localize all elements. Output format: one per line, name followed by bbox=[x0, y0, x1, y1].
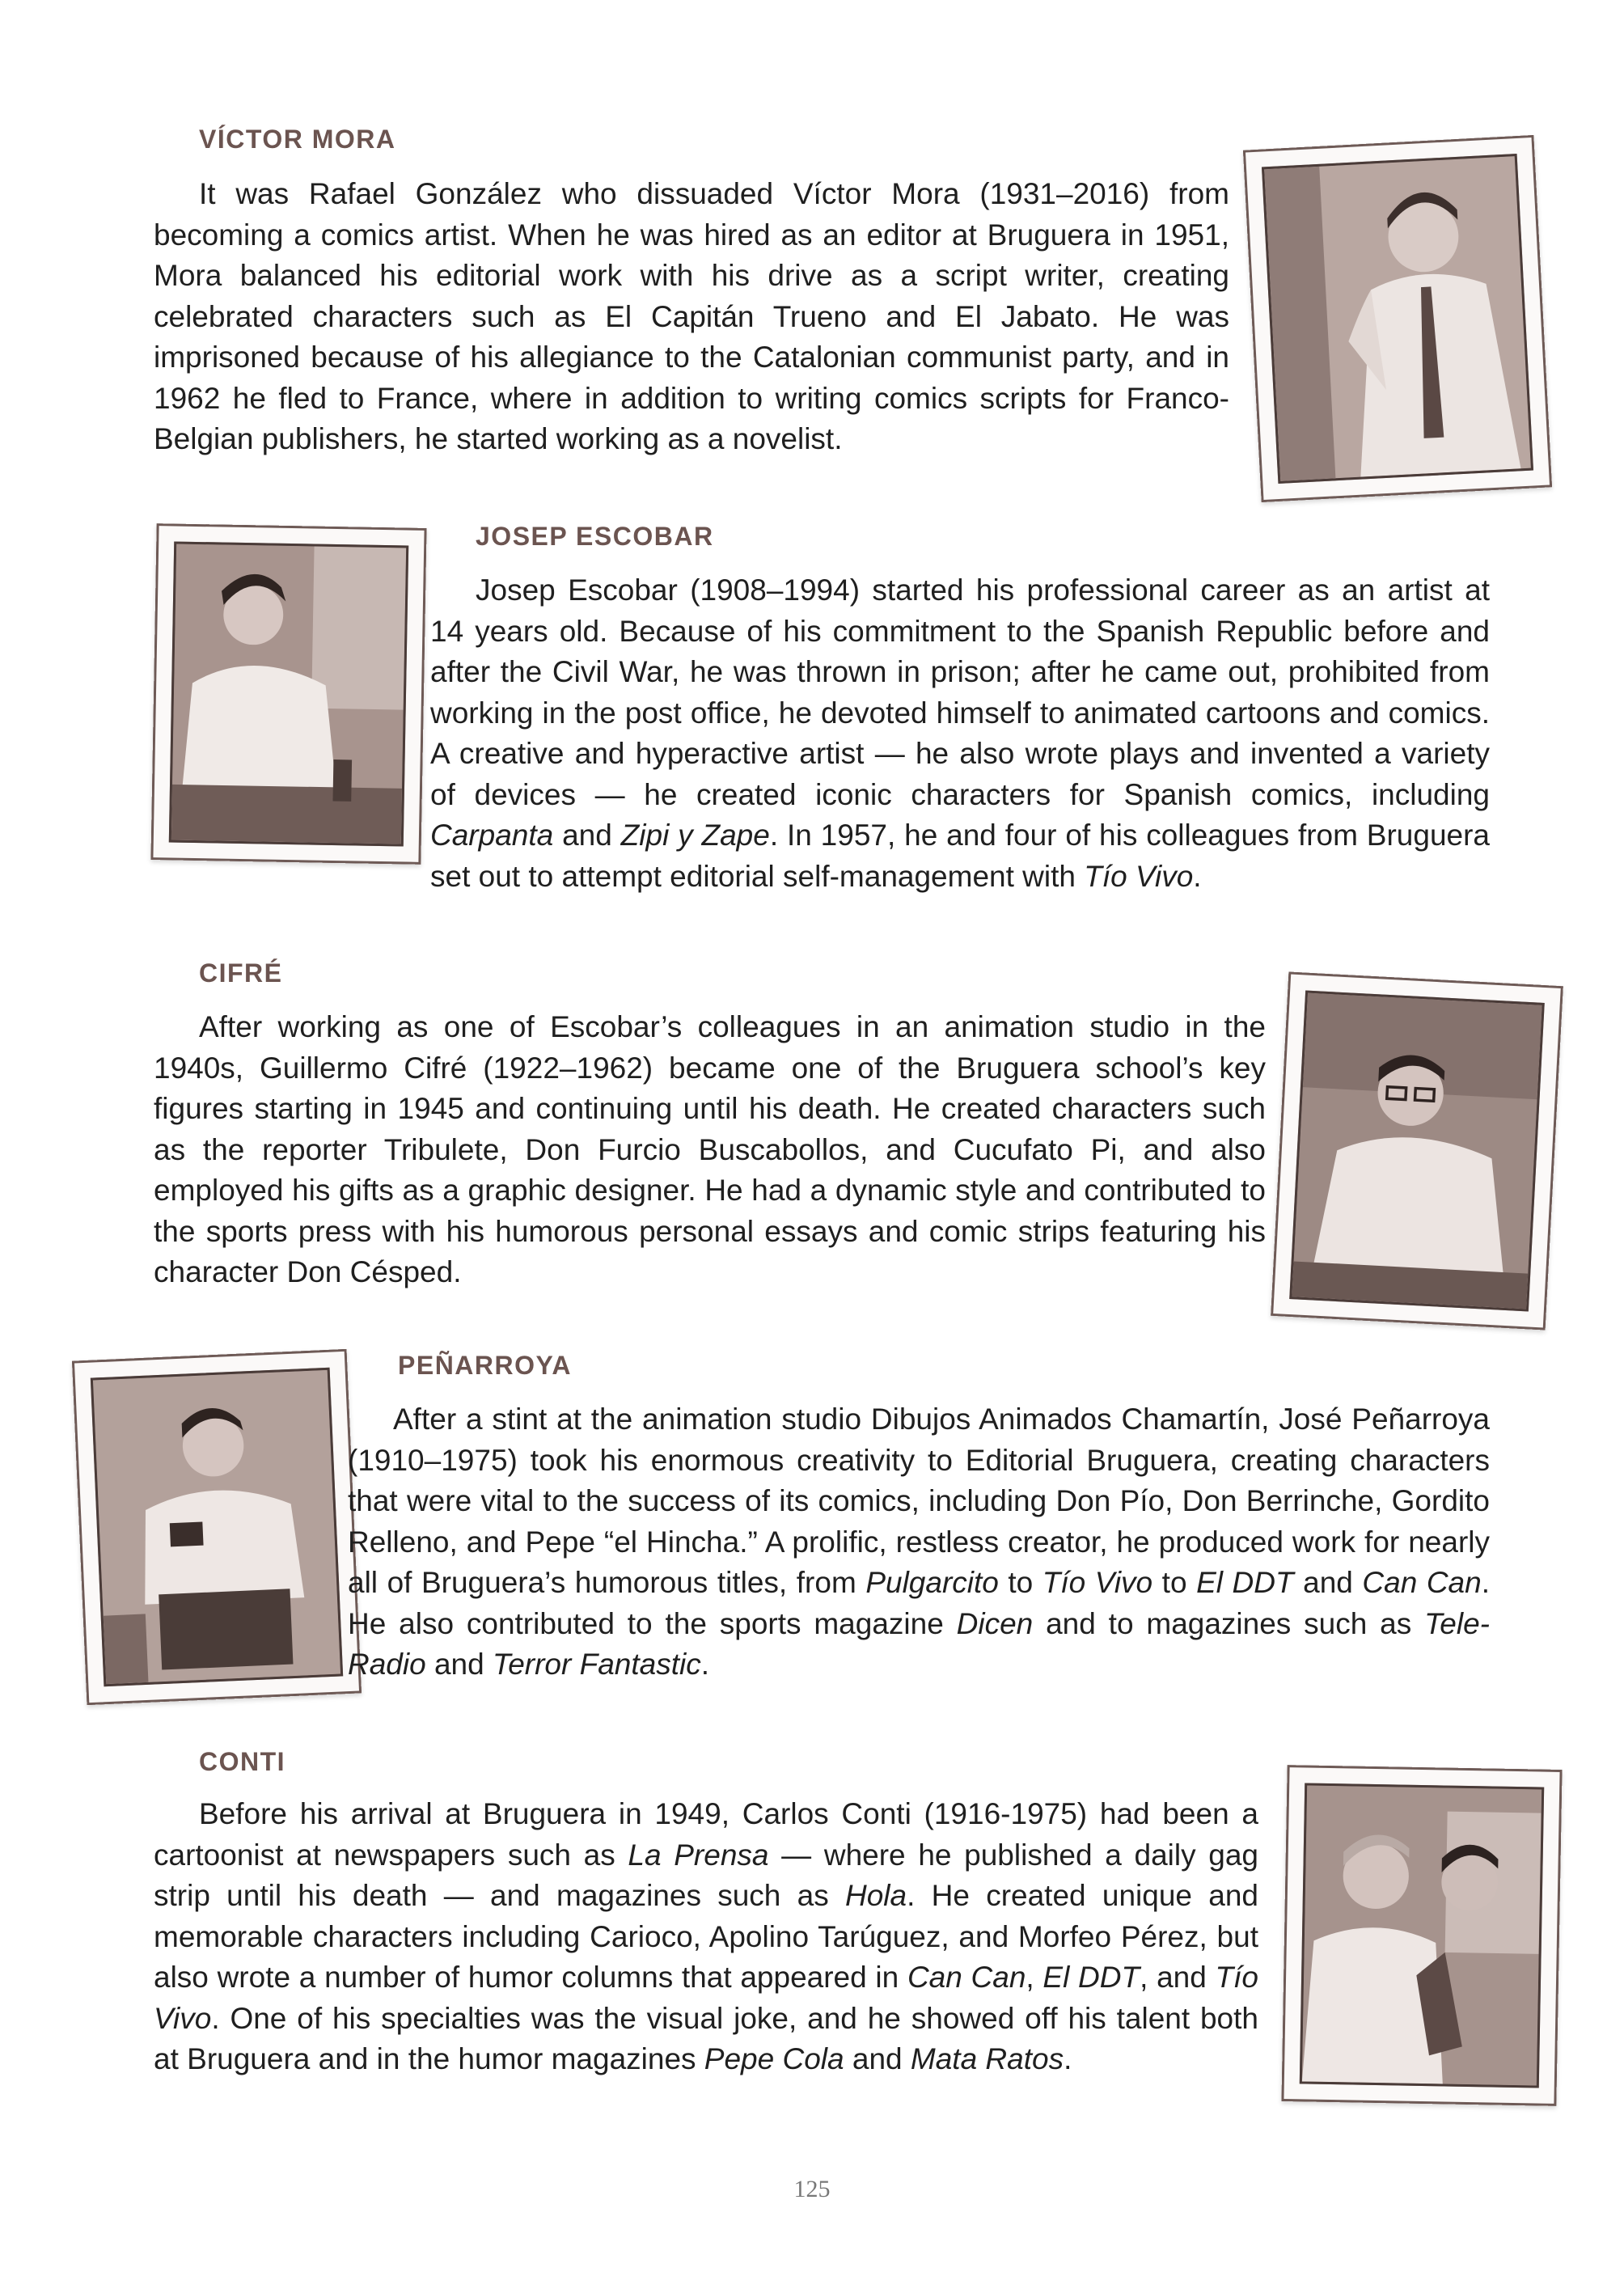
section-text-cifre: After working as one of Escobar’s colleagues in an animation studio in the 1940s, Guillermo Cifré (1922–1962) became one of the Bruguera school’s key figures starting in 1945 and continuing until his death. He created characters such as the reporter Tribulete, Don Furcio Buscabollos, and Cucufato Pi, and also employed his gifts as a graphic designer. He had a dynamic style and contributed to the sports press with his humorous personal essays and comic strips featuring his character Don Césped. bbox=[154, 1010, 1266, 1288]
section-text-victor-mora: It was Rafael González who dissuaded Víctor Mora (1931–2016) from becoming a comics artist. When he was hired as an editor at Bruguera in 1951, Mora balanced his editorial work with his drive as a script writer, creating celebrated characters such as El Capitán Trueno and El Jabato. He was imprisoned because of his allegiance to the Catalonian communist party, and in 1962 he fled to France, where in addition to writing comics scripts for Franco-Belgian publishers, he started working as a novelist. bbox=[154, 177, 1229, 455]
portrait-josep-escobar bbox=[150, 523, 426, 865]
portrait-conti bbox=[1281, 1765, 1562, 2106]
portrait-victor-mora bbox=[1243, 135, 1552, 502]
section-text-penarroya: After a stint at the animation studio Dibujos Animados Chamartín, José Peñarroya (1910–1975) took his enormous creativity to Editorial Bruguera, creating characters that were vital to the success of its comics, including Don Pío, Don Berrinche, Gordito Relleno, and Pepe “el Hincha.” A prolific, restless creator, he produced work for nearly all of Bruguera’s humorous titles, from Pulgarcito to Tío Vivo to El DDT and Can Can. He also contributed to the sports magazine Dicen and to magazines such as Tele-Radio and Terror Fantastic. bbox=[348, 1402, 1490, 1681]
section-text-conti: Before his arrival at Bruguera in 1949, Carlos Conti (1916-1975) had been a cartoonist at newspapers such as La Prensa — where he published a daily gag strip until his death — and magazines such as Hola. He created unique and memorable characters including Carioco, Apolino Tarúguez, and Morfeo Pérez, but also wrote a number of humor columns that appeared in Can Can, El DDT, and Tío Vivo. One of his specialties was the visual joke, and he showed off his talent both at Bruguera and in the humor magazines Pepe Cola and Mata Ratos. bbox=[154, 1797, 1259, 2075]
section-heading-victor-mora: VÍCTOR MORA bbox=[199, 125, 396, 154]
section-heading-josep-escobar: JOSEP ESCOBAR bbox=[476, 522, 714, 551]
page-number: 125 bbox=[793, 2176, 831, 2202]
section-text-josep-escobar: Josep Escobar (1908–1994) started his professional career as an artist at 14 years old. Because of his commitment to the Spanish Republic before and after the Civil War, he was thrown in prison; after he came out, prohibited from working in the post office, he devoted himself to animated cartoons and comics. A creative and hyperactive artist — he also wrote plays and invented a variety of devices — he created iconic characters for Spanish comics, including Carpanta and Zipi y Zape. In 1957, he and four of his colleagues from Bruguera set out to attempt editorial self-management with Tío Vivo. bbox=[430, 573, 1491, 893]
section-heading-cifre: CIFRÉ bbox=[199, 958, 283, 988]
section-heading-penarroya: PEÑARROYA bbox=[398, 1351, 573, 1380]
portrait-penarroya bbox=[72, 1349, 362, 1705]
section-heading-conti: CONTI bbox=[199, 1747, 286, 1776]
portrait-cifre bbox=[1271, 971, 1563, 1330]
